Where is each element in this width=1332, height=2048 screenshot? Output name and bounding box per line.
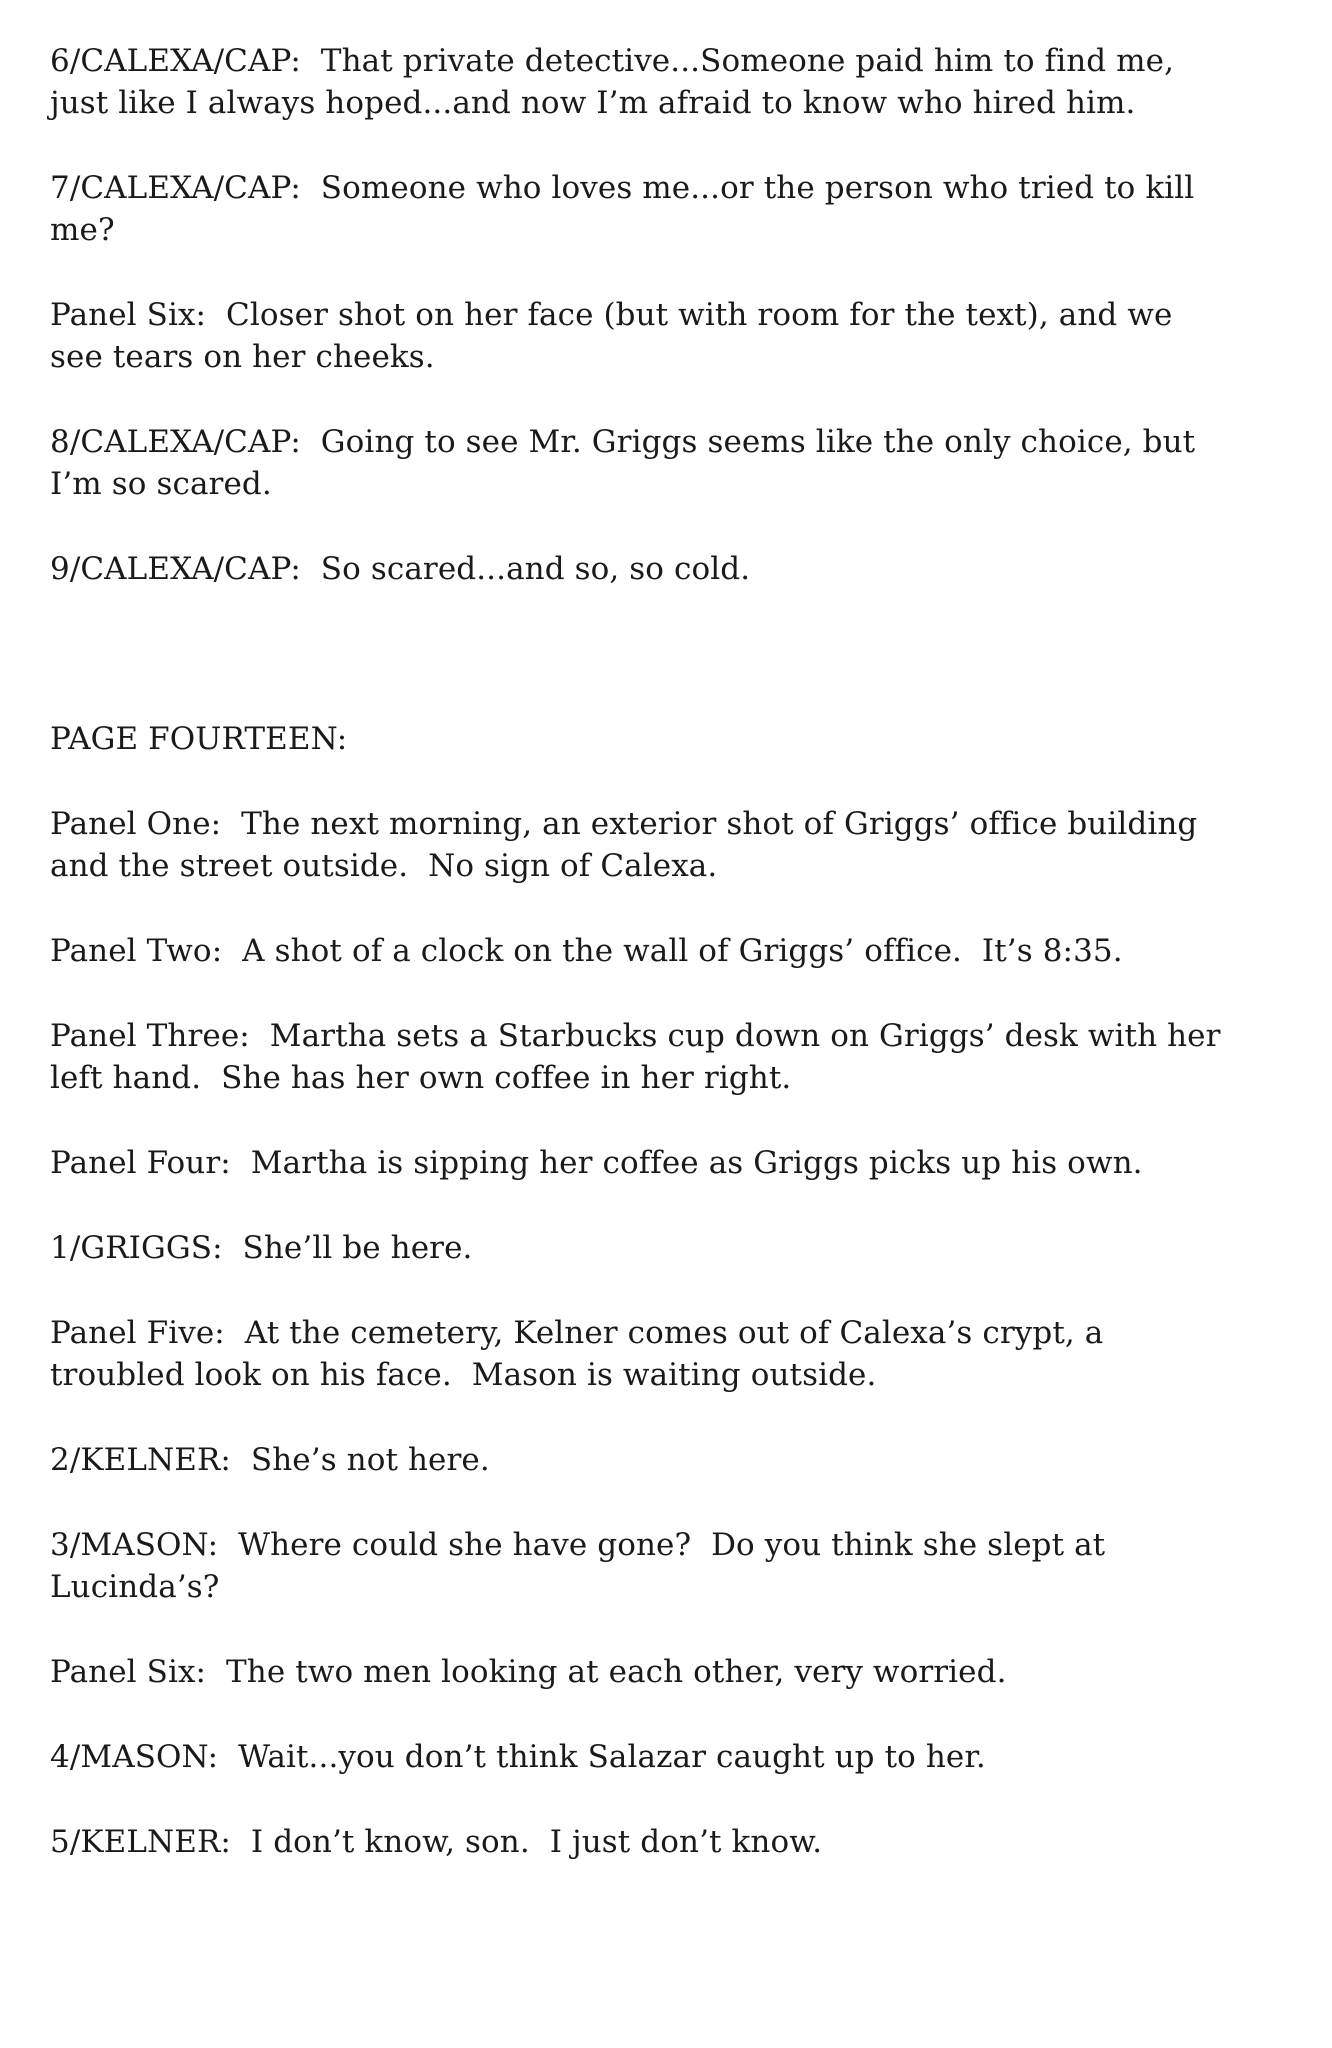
panel-one-description: Panel One: The next morning, an exterior shot of Griggs’ office building and the street outside. No sign of Calexa. xyxy=(50,806,1208,884)
dialogue-mason-3: 3/MASON: Where could she have gone? Do you think she slept at Lucinda’s? xyxy=(50,1527,1116,1605)
dialogue-kelner-5: 5/KELNER: I don’t know, son. I just don’t know. xyxy=(50,1824,823,1860)
caption-calexa-7: 7/CALEXA/CAP: Someone who loves me...or the person who tried to kill me? xyxy=(50,170,1205,248)
panel-five-description: Panel Five: At the cemetery, Kelner comes out of Calexa’s crypt, a troubled look on his face. Mason is waiting outside. xyxy=(50,1315,1114,1393)
dialogue-griggs-1: 1/GRIGGS: She’ll be here. xyxy=(50,1230,473,1266)
panel-six-description: Panel Six: Closer shot on her face (but with room for the text), and we see tears on her cheeks. xyxy=(50,297,1183,375)
panel-two-description: Panel Two: A shot of a clock on the wall of Griggs’ office. It’s 8:35. xyxy=(50,933,1123,969)
caption-calexa-6: 6/CALEXA/CAP: That private detective...Someone paid him to find me, just like I always hoped...and now I’m afraid to know who hired him. xyxy=(50,43,1185,121)
dialogue-mason-4: 4/MASON: Wait...you don’t think Salazar caught up to her. xyxy=(50,1739,986,1775)
caption-calexa-9: 9/CALEXA/CAP: So scared...and so, so cold. xyxy=(50,551,751,587)
dialogue-kelner-2: 2/KELNER: She’s not here. xyxy=(50,1442,490,1478)
panel-six-description-page-fourteen: Panel Six: The two men looking at each other, very worried. xyxy=(50,1654,1007,1690)
panel-four-description: Panel Four: Martha is sipping her coffee as Griggs picks up his own. xyxy=(50,1145,1143,1181)
script-page xyxy=(50,40,1230,1906)
page-heading: PAGE FOURTEEN: xyxy=(50,721,348,757)
panel-three-description: Panel Three: Martha sets a Starbucks cup down on Griggs’ desk with her left hand. She has her own coffee in her right. xyxy=(50,1018,1231,1096)
caption-calexa-8: 8/CALEXA/CAP: Going to see Mr. Griggs seems like the only choice, but I’m so scared. xyxy=(50,424,1206,502)
